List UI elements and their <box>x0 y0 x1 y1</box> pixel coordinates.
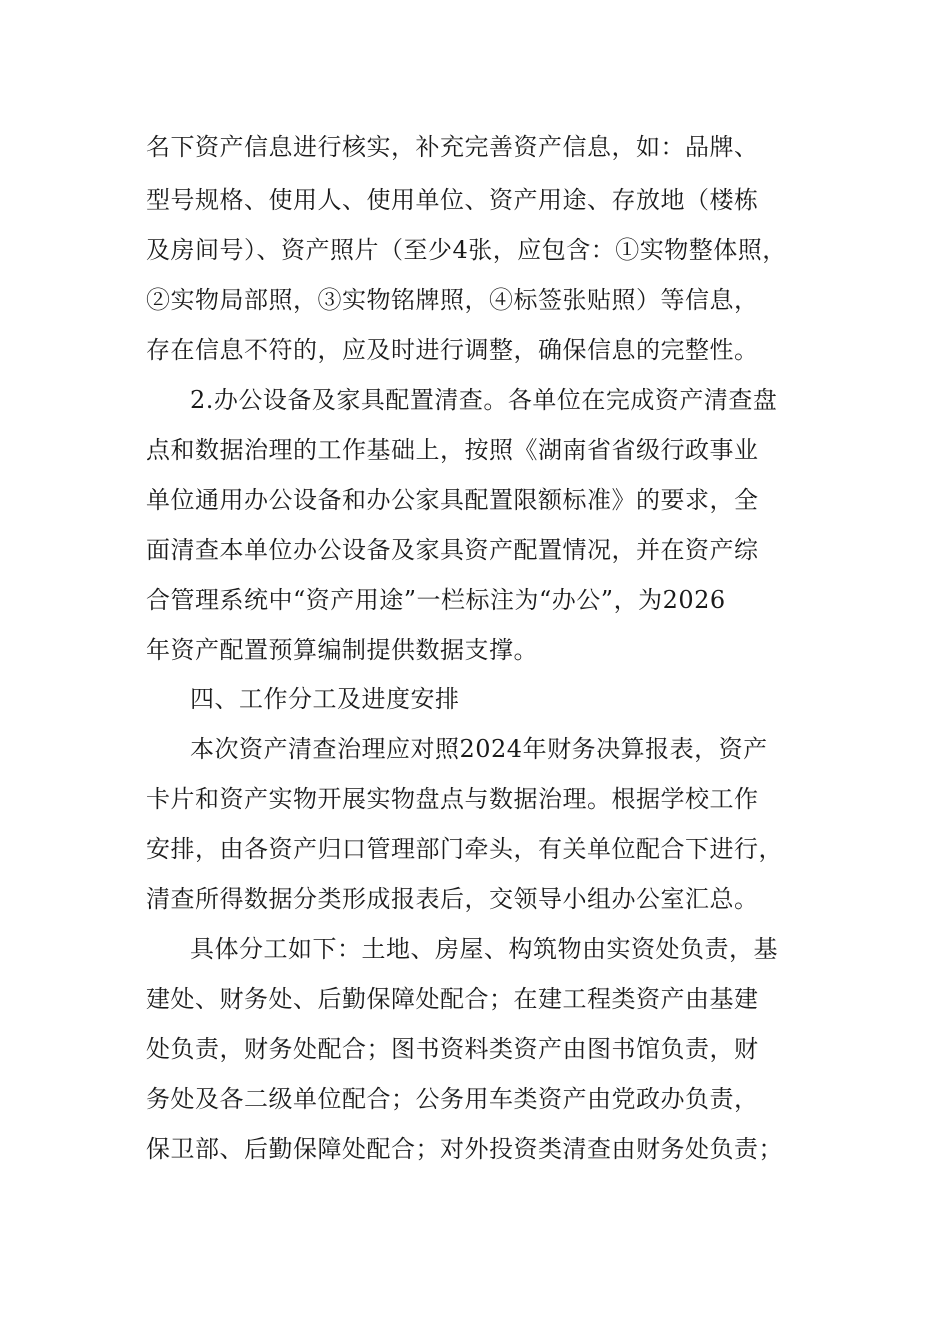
text-line: 面清查本单位办公设备及家具资产配置情况，并在资产综 <box>146 536 759 564</box>
text-line: 型号规格、使用人、使用单位、资产用途、存放地（楼栋 <box>146 186 759 214</box>
text-line: 存在信息不符的，应及时进行调整，确保信息的完整性。 <box>146 336 759 364</box>
text-line: 清查所得数据分类形成报表后，交领导小组办公室汇总。 <box>146 885 759 913</box>
text-line: 建处、财务处、后勤保障处配合；在建工程类资产由基建 <box>146 985 759 1013</box>
text-line: ②实物局部照，③实物铭牌照，④标签张贴照）等信息， <box>146 286 759 314</box>
text-line: 处负责，财务处配合；图书资料类资产由图书馆负责，财 <box>146 1035 759 1063</box>
text-line: 卡片和资产实物开展实物盘点与数据治理。根据学校工作 <box>146 785 759 813</box>
text-line: 安排，由各资产归口管理部门牵头，有关单位配合下进行， <box>146 835 783 863</box>
text-line: 务处及各二级单位配合；公务用车类资产由党政办负责， <box>146 1085 759 1113</box>
text-line: 年资产配置预算编制提供数据支撑。 <box>146 636 538 664</box>
text-line: 合管理系统中“资产用途”一栏标注为“办公”，为2026 <box>146 586 726 614</box>
text-line: 本次资产清查治理应对照2024年财务决算报表，资产 <box>190 735 768 763</box>
text-line: 单位通用办公设备和办公家具配置限额标准》的要求，全 <box>146 486 759 514</box>
text-line: 名下资产信息进行核实，补充完善资产信息，如：品牌、 <box>146 133 759 161</box>
text-line: 2.办公设备及家具配置清查。各单位在完成资产清查盘 <box>190 386 778 414</box>
section-heading: 四、工作分工及进度安排 <box>190 685 460 713</box>
text-line: 及房间号）、资产照片（至少4张，应包含：①实物整体照， <box>146 236 787 264</box>
text-line: 具体分工如下：土地、房屋、构筑物由实资处负责，基 <box>190 935 778 963</box>
text-line: 保卫部、后勤保障处配合；对外投资类清查由财务处负责； <box>146 1135 783 1163</box>
text-line: 点和数据治理的工作基础上，按照《湖南省省级行政事业 <box>146 436 759 464</box>
